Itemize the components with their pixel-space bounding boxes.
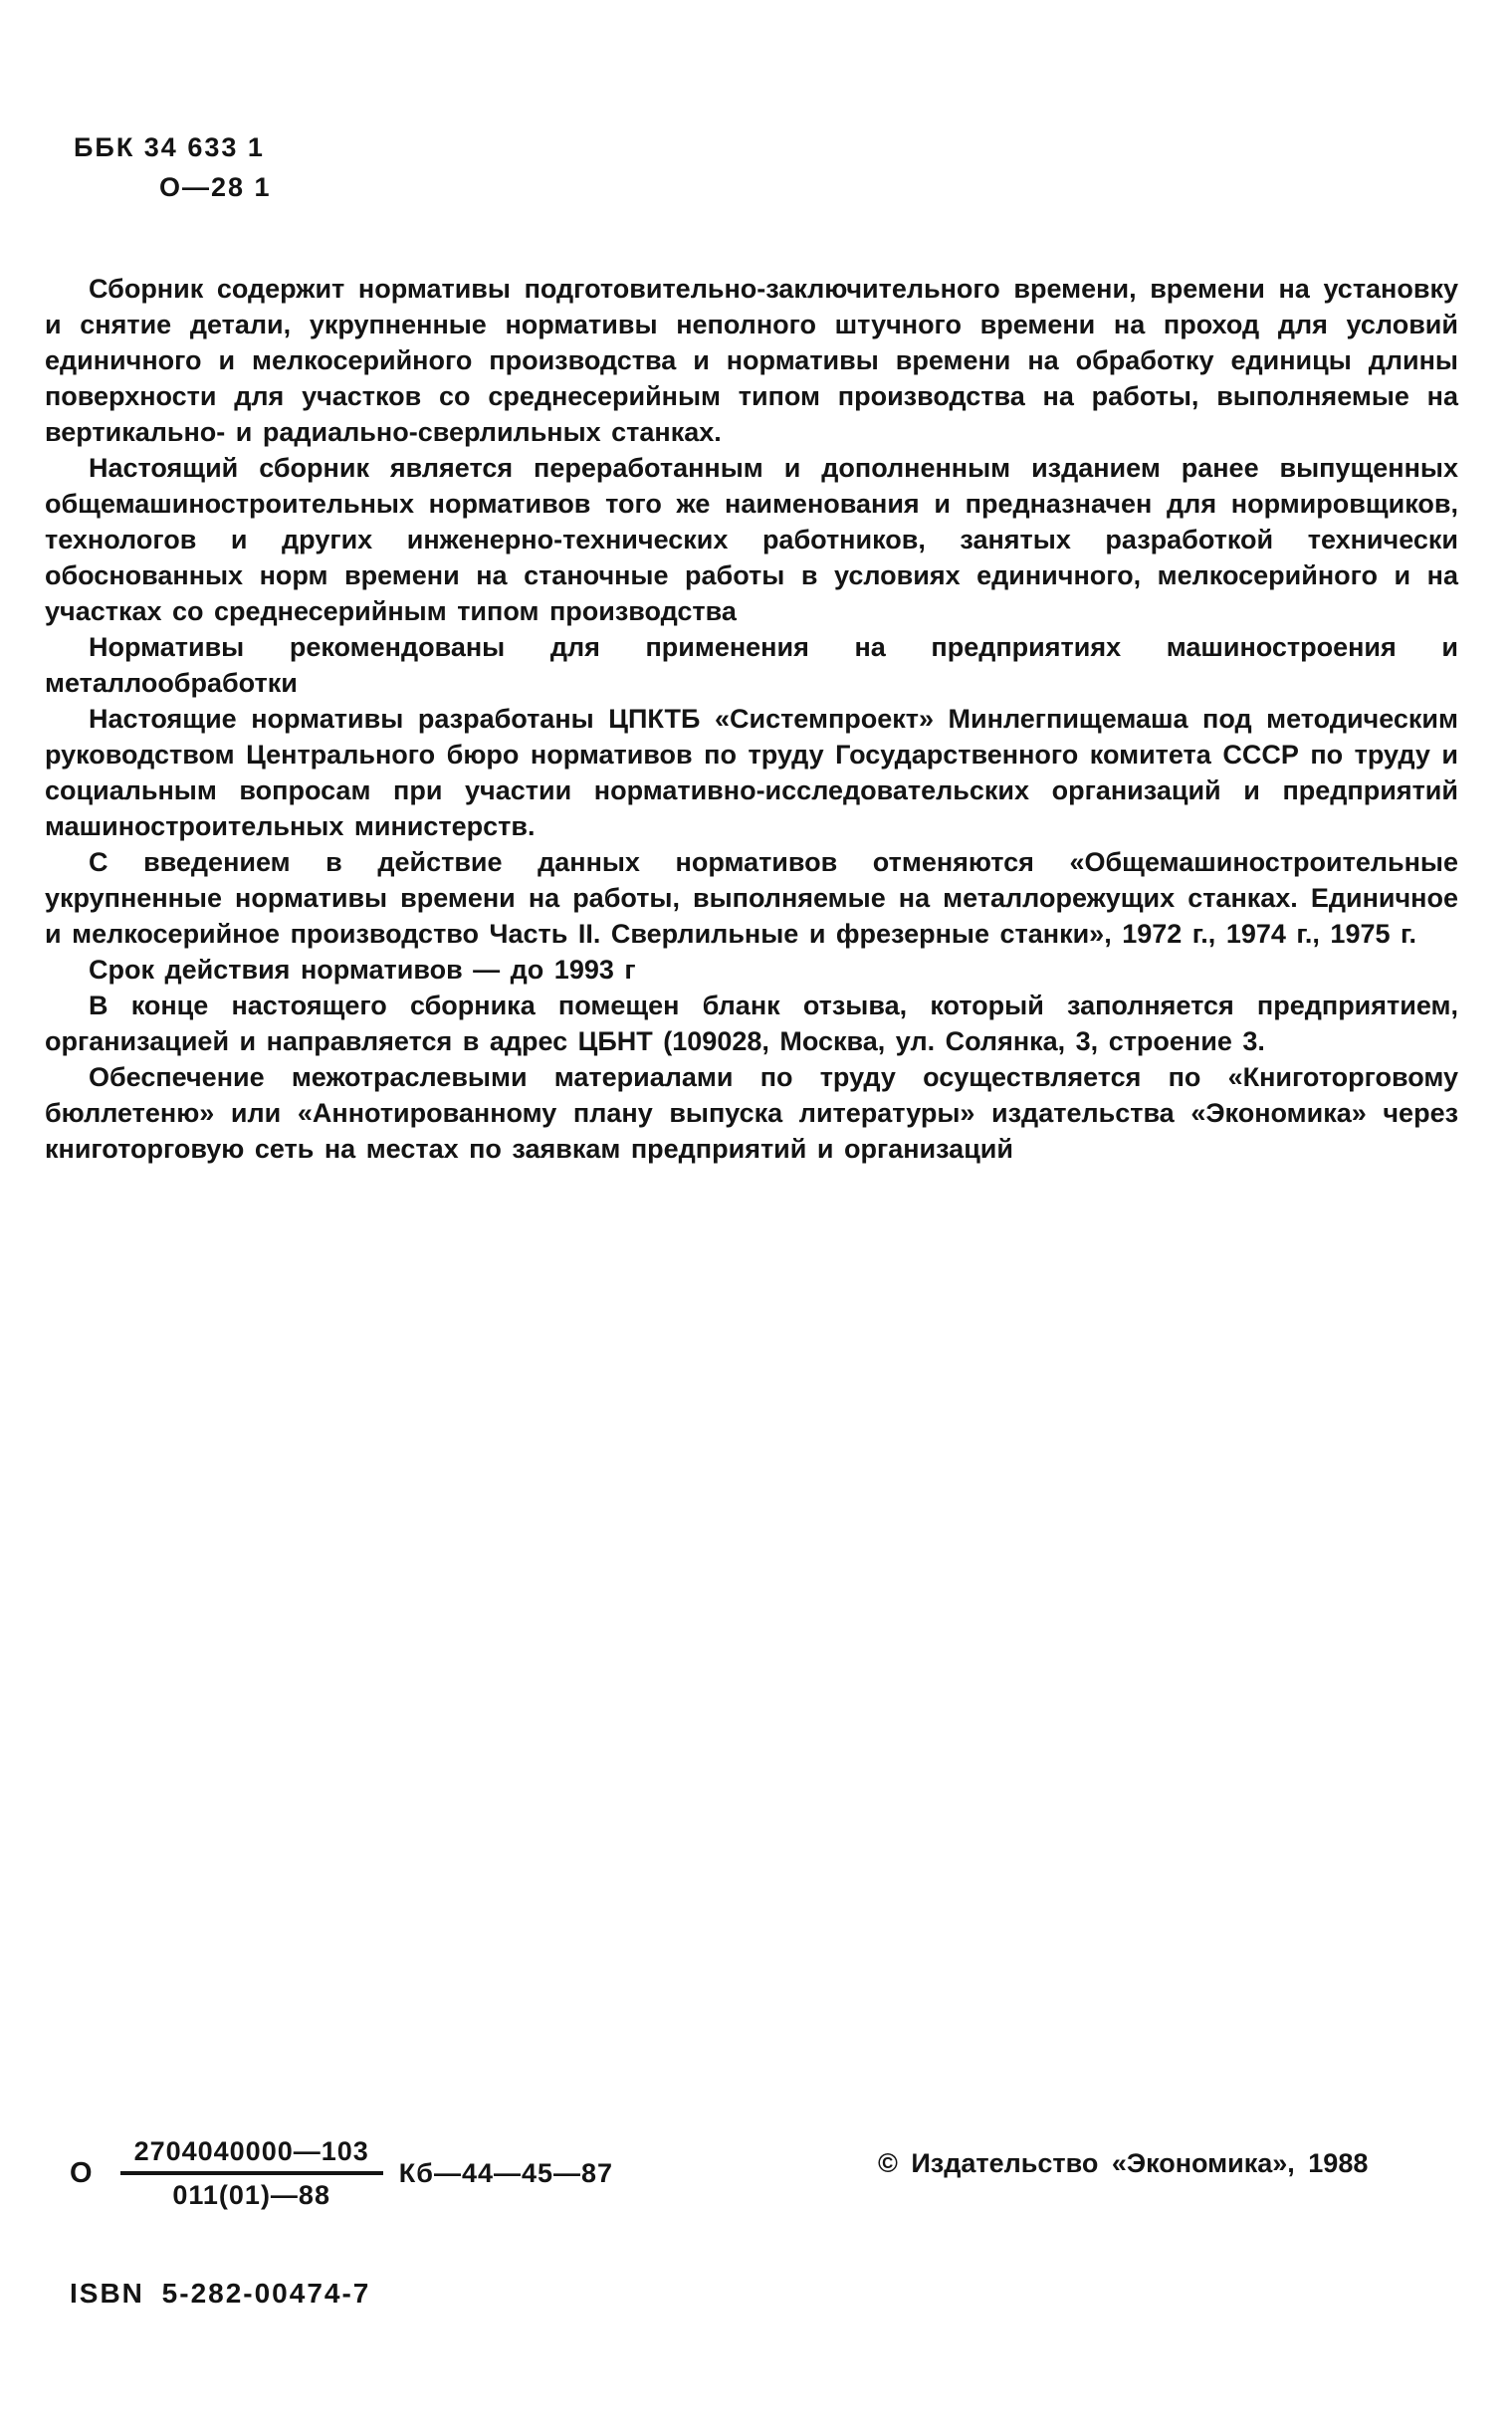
bbk-code: ББК 34 633 1 <box>74 132 265 162</box>
paragraph: С введением в действие данных нормативов отменяются «Общемашиностроительные укрупненные нормативы времени на работы, выполняемые на металлорежущих станках. Единичное и мелкосерийное производство Часть II. Сверлильные и фрезерные станки», 1972 г., 1974 г., 1975 г. <box>45 847 1458 949</box>
order-code: Кб—44—45—87 <box>398 2158 614 2188</box>
copyright-notice: © Издательство «Экономика», 1988 <box>878 2148 1369 2178</box>
series-letter: О <box>70 2157 93 2189</box>
paragraph: Настоящий сборник является переработанным и дополненным изданием ранее выпущенных общемашиностроительных нормативов того же наименования и предназначен для нормировщиков, технологов и других инженерно-технических работников, занятых разработкой технически обоснованных норм времени на станочные работы в условиях единичного, мелкосерийного и на участках со среднесерийным типом производства <box>45 453 1458 626</box>
paragraph: Настоящие нормативы разработаны ЦПКТБ «Системпроект» Минлегпищемаша под методическим руководством Центрального бюро нормативов по труду Государственного комитета СССР по труду и социальным вопросам при участии нормативно-исследовательских организаций и предприятий машиностроительных министерств. <box>45 704 1458 841</box>
paragraph: Нормативы рекомендованы для применения на предприятиях машиностроения и металлообработки <box>45 632 1458 698</box>
series-code: О—28 1 <box>159 172 272 202</box>
classification-codes <box>74 127 272 207</box>
annotation-text <box>45 271 1458 1167</box>
catalog-formula <box>70 2136 613 2211</box>
catalog-fraction <box>120 2136 383 2211</box>
paragraph: Сборник содержит нормативы подготовительно-заключительного времени, времени на установку и снятие детали, укрупненные нормативы неполного штучного времени на проход для условий единичного и мелкосерийного производства и нормативы времени на обработку единицы длины поверхности для участков со среднесерийным типом производства на работы, выполняемые на вертикально- и радиально-сверлильных станках. <box>45 274 1458 447</box>
fraction-numerator: 2704040000—103 <box>120 2136 383 2175</box>
paragraph: В конце настоящего сборника помещен бланк отзыва, который заполняется предприятием, организацией и направляется в адрес ЦБНТ (109028, Москва, ул. Солянка, 3, строение 3. <box>45 991 1458 1056</box>
fraction-denominator: 011(01)—88 <box>172 2180 330 2210</box>
paragraph: Срок действия нормативов — до 1993 г <box>89 955 636 985</box>
isbn: ISBN 5-282-00474-7 <box>70 2278 371 2309</box>
paragraph: Обеспечение межотраслевыми материалами по труду осуществляется по «Книготорговому бюллетеню» или «Аннотированному плану выпуска литературы» издательства «Экономика» через книготорговую сеть на местах по заявкам предприятий и организаций <box>45 1062 1458 1164</box>
